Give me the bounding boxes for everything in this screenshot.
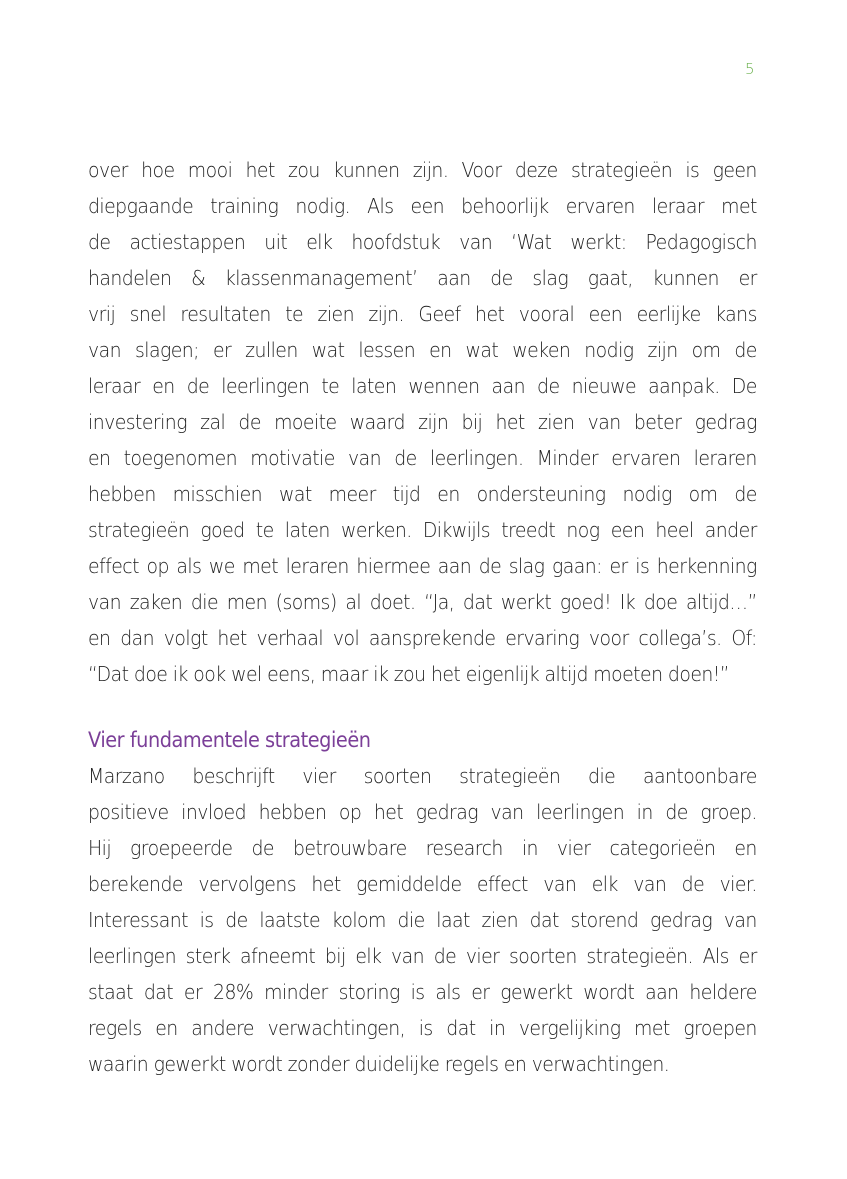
paragraph-line: Marzano beschrijft vier soorten strategieën die aantoonbare [88,764,757,788]
page-number: 5 [745,60,755,78]
paragraph-line: hebben misschien wat meer tijd en ondersteuning nodig om de [88,482,757,506]
paragraph-line: leraar en de leerlingen te laten wennen aan de nieuwe aanpak. De [88,374,757,398]
paragraph-line: leerlingen sterk afneemt bij elk van de vier soorten strategieën. Als er [88,944,757,968]
paragraph-line: strategieën goed te laten werken. Dikwijls treedt nog een heel ander [88,518,757,542]
section-strategies [88,722,757,1082]
section-heading: Vier fundamentele strategieën [88,728,371,752]
paragraph-line: en toegenomen motivatie van de leerlingen. Minder ervaren leraren [88,446,757,470]
paragraph-line: de actiestappen uit elk hoofdstuk van ‘Wat werkt: Pedagogisch [88,230,757,254]
paragraph-line: positieve invloed hebben op het gedrag van leerlingen in de groep. [88,800,757,824]
paragraph-line: van slagen; er zullen wat lessen en wat weken nodig zijn om de [88,338,757,362]
paragraph-line: over hoe mooi het zou kunnen zijn. Voor deze strategieën is geen [88,158,757,182]
paragraph-line: staat dat er 28% minder storing is als er gewerkt wordt aan heldere [88,980,757,1004]
paragraph-line: “Dat doe ik ook wel eens, maar ik zou het eigenlijk altijd moeten doen!” [88,662,729,686]
paragraph-line: regels en andere verwachtingen, is dat in vergelijking met groepen [88,1016,757,1040]
paragraph-line: berekende vervolgens het gemiddelde effect van elk van de vier. [88,872,757,896]
paragraph-line: Interessant is de laatste kolom die laat zien dat storend gedrag van [88,908,757,932]
paragraph-line: vrij snel resultaten te zien zijn. Geef het vooral een eerlijke kans [88,302,757,326]
paragraph-line: waarin gewerkt wordt zonder duidelijke regels en verwachtingen. [88,1052,670,1076]
paragraph-line: van zaken die men (soms) al doet. “Ja, dat werkt goed! Ik doe altijd…” [88,590,757,614]
paragraph-line: effect op als we met leraren hiermee aan de slag gaan: er is herkenning [88,554,757,578]
paragraph-line: handelen & klassenmanagement’ aan de slag gaat, kunnen er [88,266,757,290]
paragraph-line: investering zal de moeite waard zijn bij het zien van beter gedrag [88,410,757,434]
paragraph-intro [88,152,757,692]
paragraph-line: diepgaande training nodig. Als een behoorlijk ervaren leraar met [88,194,757,218]
paragraph-line: Hij groepeerde de betrouwbare research in vier categorieën en [88,836,757,860]
paragraph-line: en dan volgt het verhaal vol aansprekende ervaring voor collega’s. Of: [88,626,757,650]
page-content [88,152,757,1082]
paragraph-gap [88,692,757,722]
